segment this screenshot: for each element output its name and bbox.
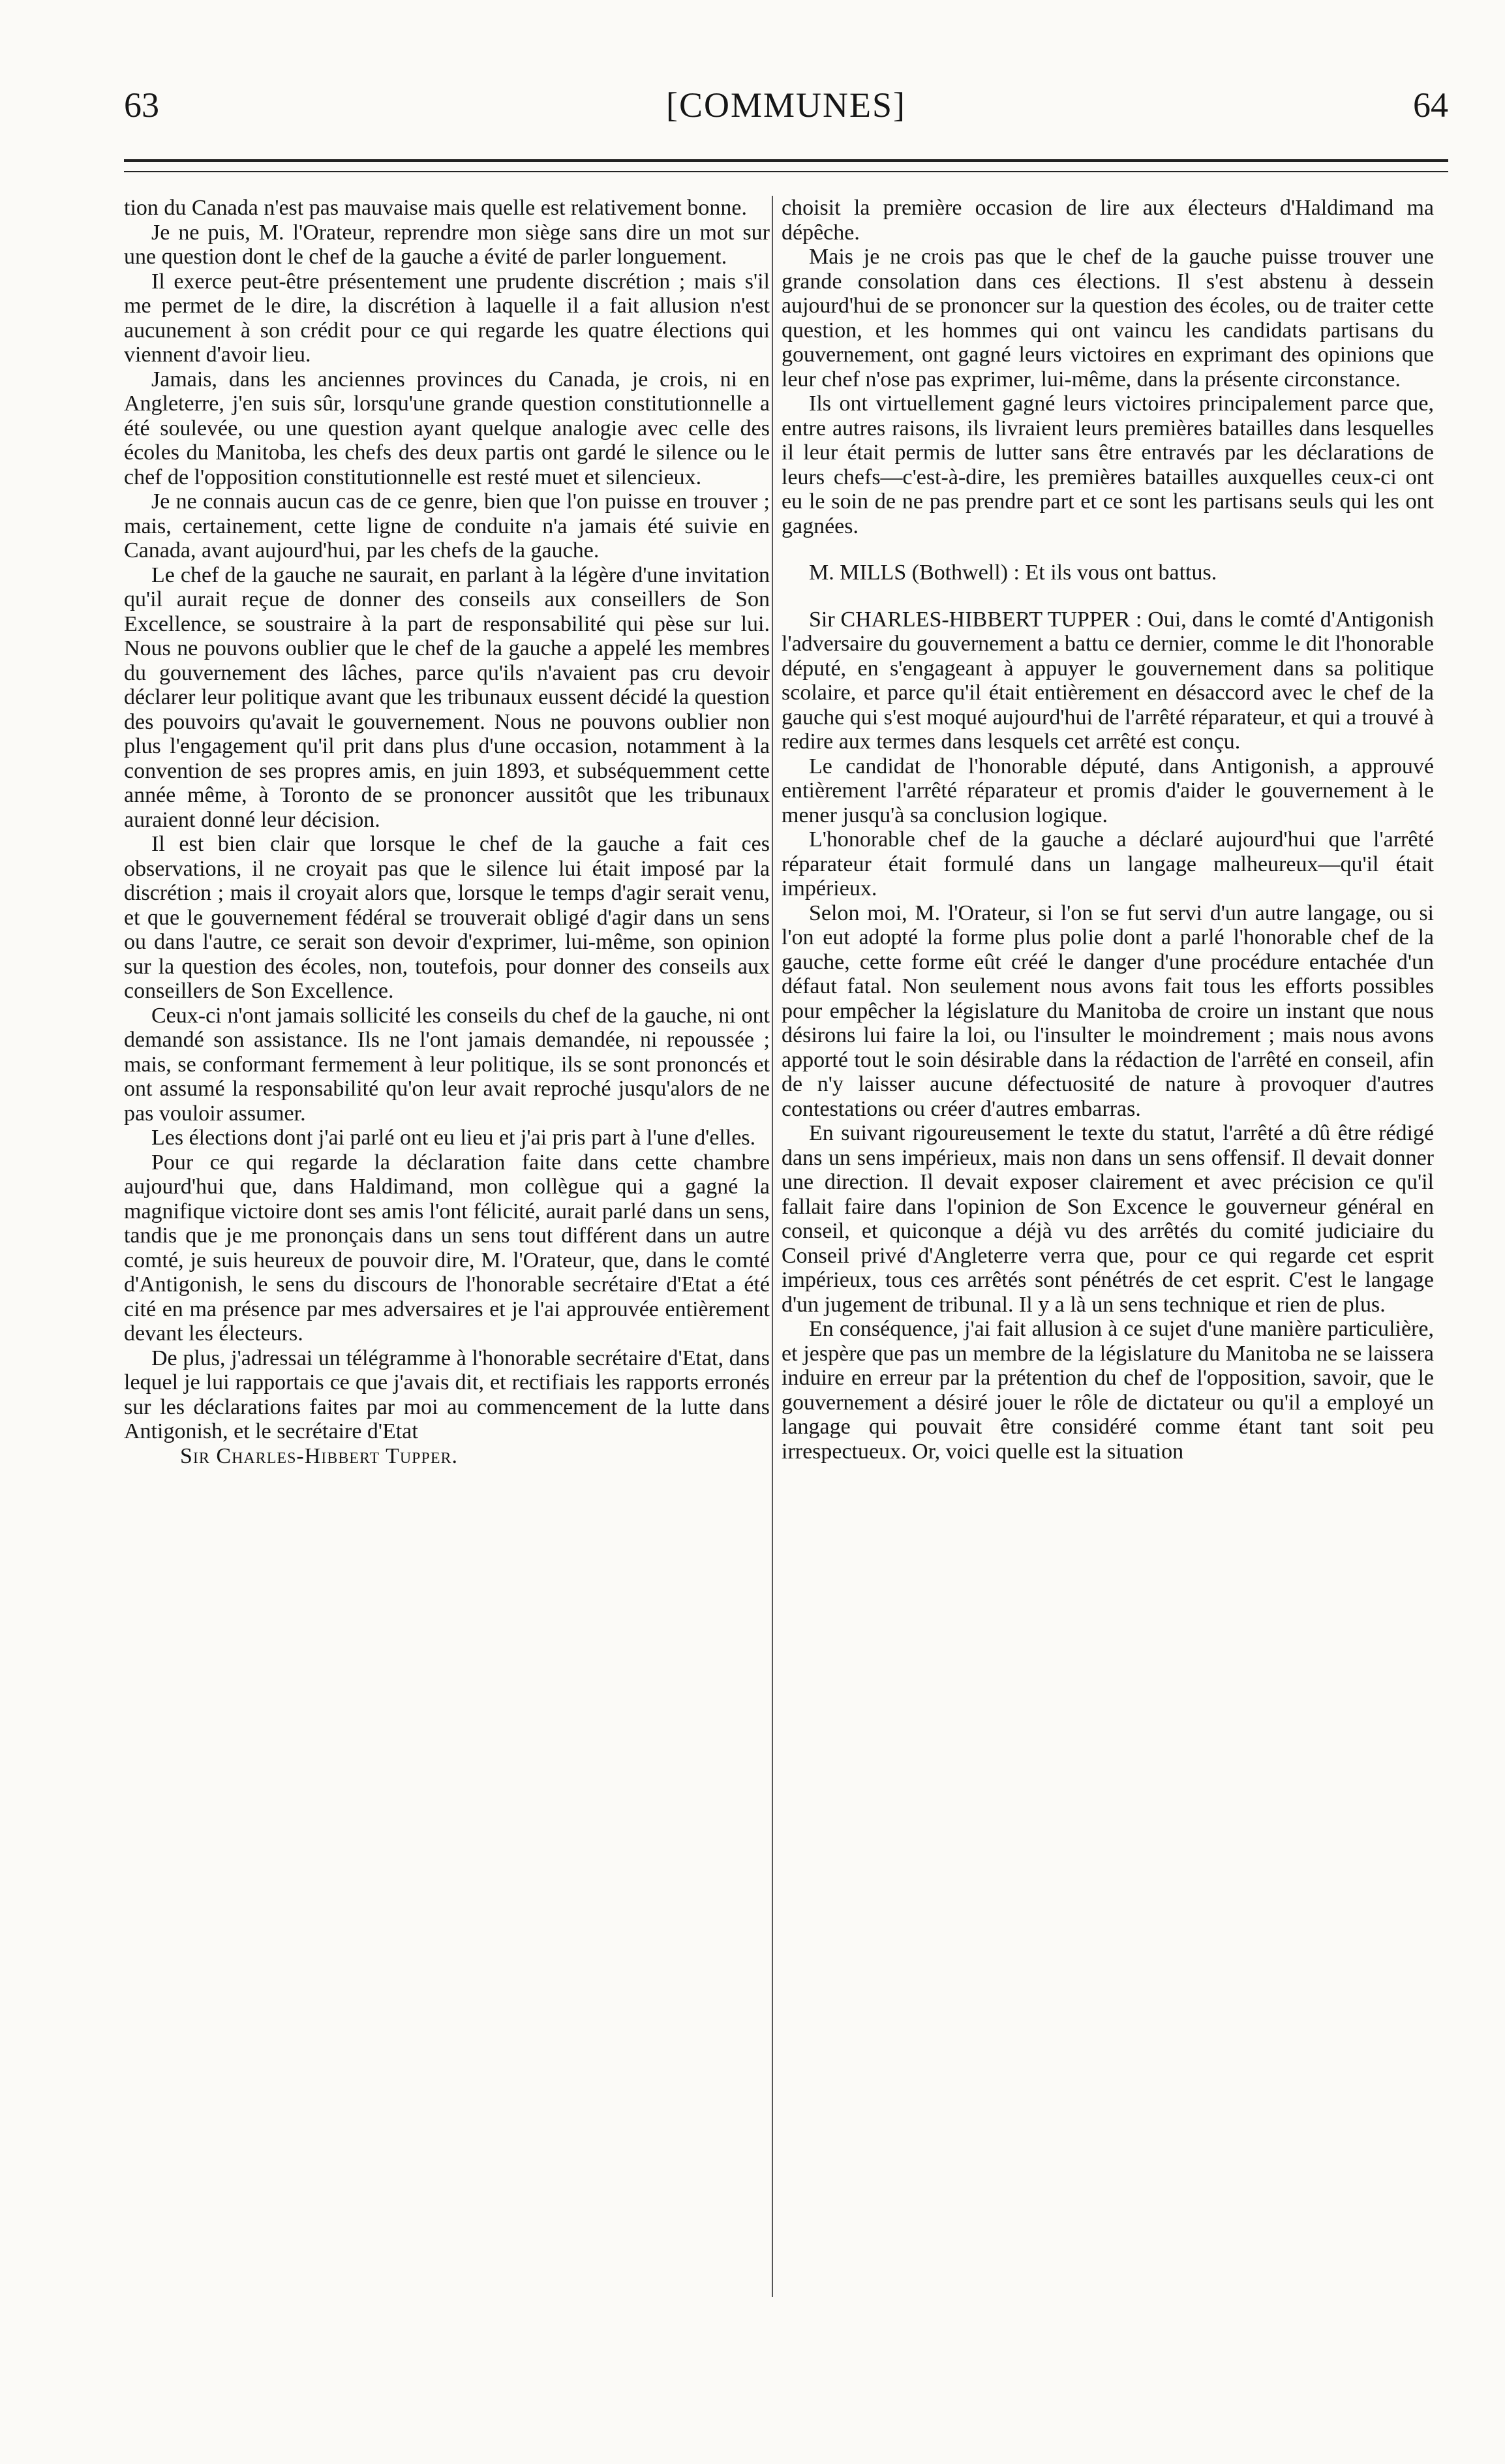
paragraph: L'honorable chef de la gauche a déclaré aujourd'hui que l'arrêté réparateur était formulé dans un langage malheureux—qu'il était impérieux. — [782, 827, 1434, 901]
page-number-right: 64 — [1413, 85, 1448, 125]
paragraph: Jamais, dans les anciennes provinces du Canada, je crois, ni en Angleterre, j'en suis sûr, lorsqu'une grande question constitutionnelle a été soulevée, ou une question ayant quelque analogie avec celle des écoles du Manitoba, les chefs des deux partis ont gardé le silence ou le chef de l'opposition constitutionnelle est resté muet et silencieux. — [124, 367, 770, 489]
paragraph: Ils ont virtuellement gagné leurs victoires principalement parce que, entre autres raisons, ils livraient leurs premières batailles dans lesquelles il leur était permis de lutter sans être entravés par les déclarations de leurs chefs—c'est-à-dire, les premières batailles auxquelles ceux-ci ont eu le soin de ne pas prendre part et ce sont les partisans seuls qui les ont gagnées. — [782, 392, 1434, 538]
page-number-left: 63 — [124, 85, 159, 125]
paragraph: Je ne puis, M. l'Orateur, reprendre mon siège sans dire un mot sur une question dont le chef de la gauche a évité de parler longuement. — [124, 220, 770, 269]
paragraph: Selon moi, M. l'Orateur, si l'on se fut servi d'un autre langage, ou si l'on eut adopté la forme plus polie dont a parlé l'honorable chef de la gauche, cette forme eût créé le danger d'une procédure entachée d'un défaut fatal. Non seulement nous avons fait tous les efforts possibles pour empêcher la législature du Manitoba de croire un instant que nous désirons lui faire la loi, ou l'insulter le moindrement ; mais nous avons apporté tout le soin désirable dans la rédaction de l'arrêté en conseil, afin de n'y laisser aucune défectuosité de nature à provoquer d'autres contestations ou créer d'autres embarras. — [782, 901, 1434, 1121]
paragraph: Les élections dont j'ai parlé ont eu lieu et j'ai pris part à l'une d'elles. — [151, 1126, 756, 1150]
speaker-signature: Sir Charles-Hibbert Tupper. — [180, 1443, 459, 1468]
paragraph: Le candidat de l'honorable député, dans Antigonish, a approuvé entièrement l'arrêté réparateur et promis d'aider le gouvernement à le mener jusqu'à sa conclusion logique. — [782, 754, 1434, 827]
paragraph: Je ne connais aucun cas de ce genre, bien que l'on puisse en trouver ; mais, certainement, cette ligne de conduite n'a jamais été suivie en Canada, avant aujourd'hui, par les chefs de la gauche. — [124, 489, 770, 562]
header-rule-thin — [124, 171, 1448, 172]
paragraph: De plus, j'adressai un télégramme à l'honorable secrétaire d'Etat, dans lequel je lui rapportais ce que j'avais dit, et rectifiais les rapports erronés sur les déclarations faites par moi au commencement de la lutte dans Antigonish, et le secrétaire d'Etat — [124, 1346, 770, 1443]
paragraph: Ceux-ci n'ont jamais sollicité les conseils du chef de la gauche, ni ont demandé son assistance. Ils ne l'ont jamais demandée, ni repoussée ; mais, se conformant fermement à leur politique, ils se sont prononcés et ont assumé la responsabilité qu'on leur avait reproché jusqu'alors de ne pas vouloir assumer. — [124, 1003, 770, 1126]
right-column — [782, 196, 1434, 1464]
paragraph: En conséquence, j'ai fait allusion à ce sujet d'une manière particulière, et jespère que pas un membre de la législature du Manitoba ne se laissera induire en erreur par la prétention du chef de l'opposition, savoir, que le gouvernement a désiré jouer le rôle de dictateur ou qu'il a employé un langage qui pouvait être considéré comme étant tant soit peu irrespectueux. Or, voici quelle est la situation — [782, 1317, 1434, 1464]
speaker-paragraph: Sir CHARLES-HIBBERT TUPPER : Oui, dans le comté d'Antigonish l'adversaire du gouvernement a battu ce dernier, comme le dit l'honorable député, en s'engageant à appuyer le gouvernement dans sa politique scolaire, et parce qu'il était entièrement en désaccord avec le chef de la gauche qui s'est moqué aujourd'hui de l'arrêté réparateur, et qui a trouvé à redire aux termes dans lesquels cet arrêté est conçu. — [782, 607, 1434, 754]
paragraph: Il exerce peut-être présentement une prudente discrétion ; mais s'il me permet de le dire, la discrétion à laquelle il a fait allusion n'est aucunement à son crédit pour ce qui regarde les quatre élections qui viennent d'avoir lieu. — [124, 269, 770, 367]
page-header — [124, 85, 1448, 131]
column-divider — [772, 196, 773, 2297]
left-column — [124, 196, 770, 1468]
header-rule-thick — [124, 159, 1448, 162]
paragraph: Mais je ne crois pas que le chef de la gauche puisse trouver une grande consolation dans ces élections. Il s'est abstenu à dessein aujourd'hui de se prononcer sur la question des écoles, ou de traiter cette question, et les hommes qui ont vaincu les candidats partisans du gouvernement, ont gagné leurs victoires en exprimant des opinions que leur chef n'ose pas exprimer, lui-même, dans la présente circonstance. — [782, 245, 1434, 392]
paragraph: Le chef de la gauche ne saurait, en parlant à la légère d'une invitation qu'il aurait reçue de donner des conseils aux conseillers de Son Excellence, se soustraire à la part de responsabilité qui pèse sur lui. Nous ne pouvons oublier que le chef de la gauche a appelé les membres du gouvernement des lâches, parce qu'ils n'avaient pas cru devoir déclarer leur politique avant que les tribunaux eussent décidé la question des pouvoirs qu'avait le gouvernement. Nous ne pouvons oublier non plus l'engagement qu'il prit dans plus d'une occasion, notamment à la convention de ses propres amis, en juin 1893, et subséquemment cette année même, à Toronto de se prononcer aussitôt que les tribunaux auraient donné leur décision. — [124, 562, 770, 832]
paragraph: tion du Canada n'est pas mauvaise mais quelle est relativement bonne. — [124, 196, 748, 220]
running-title: [COMMUNES] — [665, 85, 907, 125]
speaker-paragraph: M. MILLS (Bothwell) : Et ils vous ont battus. — [809, 561, 1217, 585]
paragraph: Pour ce qui regarde la déclaration faite dans cette chambre aujourd'hui que, dans Haldimand, mon collègue qui a gagné la magnifique victoire dont ses amis l'ont félicité, aurait parlé dans un sens, tandis que je me prononçais dans un sens tout différent dans un autre comté, je suis heureux de pouvoir dire, M. l'Orateur, que, dans le comté d'Antigonish, le sens du discours de l'honorable secrétaire d'Etat a été cité en ma présence par mes adversaires et je l'ai approuvée entièrement devant les électeurs. — [124, 1150, 770, 1346]
paragraph: En suivant rigoureusement le texte du statut, l'arrêté a dû être rédigé dans un sens impérieux, mais non dans un sens offensif. Il devait donner une direction. Il devait exposer clairement et avec précision ce qu'il fallait faire dans l'opinion de Son Excence le gouverneur général en conseil, et quiconque a déjà vu des arrêtés du comité judiciaire du Conseil privé d'Angleterre verra que, pour ce qui regarde cet esprit impérieux, tous ces arrêtés sont pénétrés de cet esprit. C'est le langage d'un jugement de tribunal. Il y a là un sens technique et rien de plus. — [782, 1121, 1434, 1317]
paragraph: choisit la première occasion de lire aux électeurs d'Haldimand ma dépêche. — [782, 196, 1434, 245]
paragraph: Il est bien clair que lorsque le chef de la gauche a fait ces observations, il ne croyait pas que le silence lui était imposé par la discrétion ; mais il croyait alors que, lorsque le temps d'agir serait venu, et que le gouvernement fédéral se trouverait obligé d'agir dans un sens ou dans l'autre, ce serait son devoir d'exprimer, lui-même, son opinion sur la question des écoles, non, toutefois, pour donner des conseils aux conseillers de Son Excellence. — [124, 832, 770, 1003]
